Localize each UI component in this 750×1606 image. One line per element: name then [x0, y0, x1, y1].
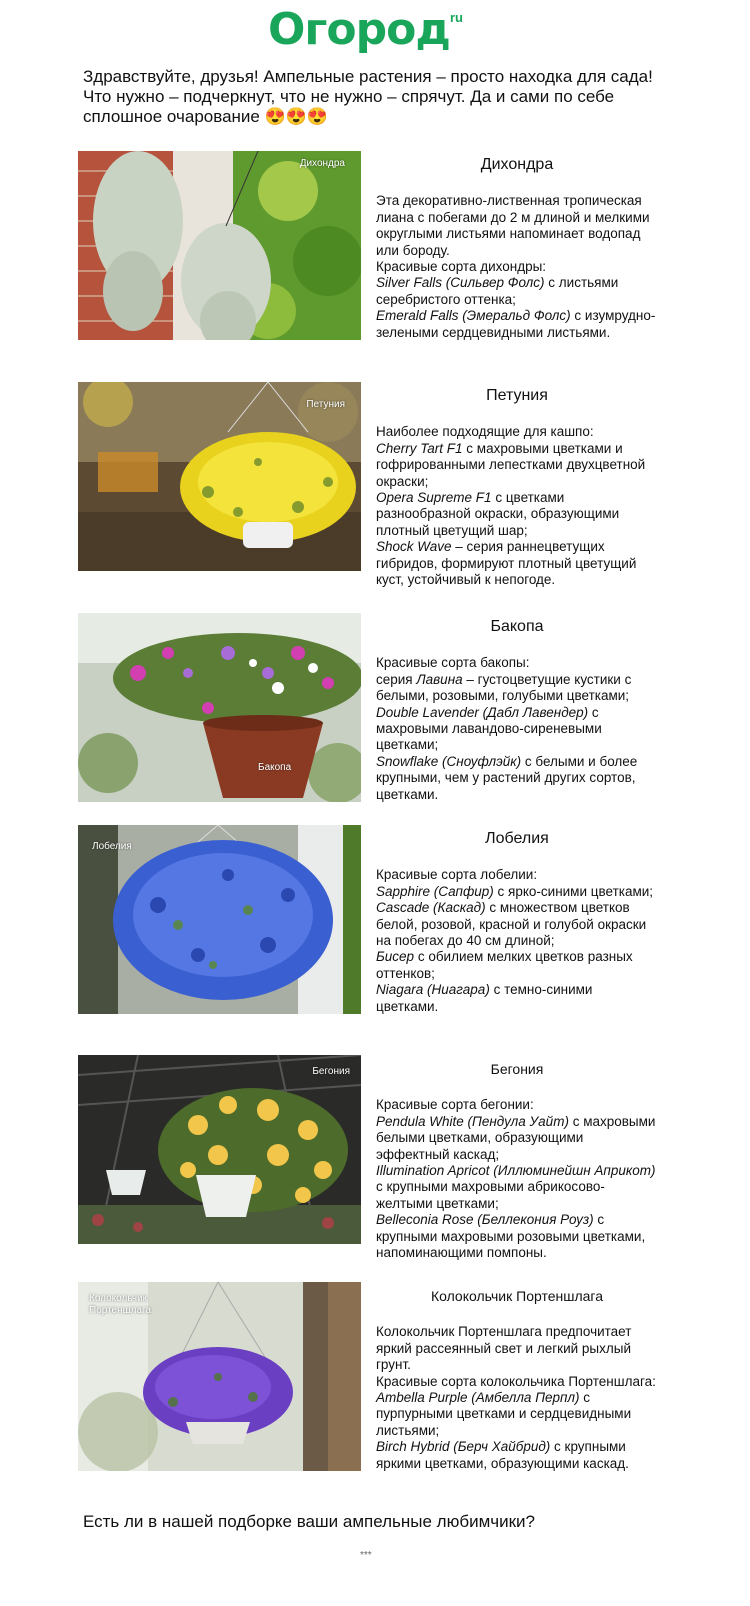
description-line: Красивые сорта бегонии:: [376, 1097, 534, 1113]
variety-item: [376, 1212, 658, 1261]
plant-description: [376, 382, 658, 588]
variety-item: [376, 949, 658, 982]
variety-item: [376, 1114, 658, 1163]
variety-desc: с махровыми белыми цветками, образующими эффектный каскад;: [376, 1113, 656, 1162]
photo-caption: Бегония: [312, 1066, 350, 1077]
campanula-photo[interactable]: [78, 1282, 361, 1471]
variety-desc: – серия раннецветущих гибридов, формируют плотный цветущий куст, устойчивый к непогоде.: [376, 539, 637, 588]
description-line: Эта декоративно-лиственная тропическая лиана с побегами до 2 м длиной и мелкими округлыми листьями напоминает водопад или бороду.: [376, 193, 650, 258]
variety-name: Snowflake (Сноуфлэйк): [376, 753, 522, 769]
variety-item: [376, 705, 658, 754]
variety-name: Лавина: [416, 671, 463, 687]
lobelia-photo[interactable]: [78, 825, 361, 1014]
plant-description: [376, 613, 658, 803]
description-line: Красивые сорта колокольчика Портеншлага:: [376, 1373, 656, 1389]
variety-name: Double Lavender (Дабл Лавендер): [376, 704, 589, 720]
variety-desc: с листьями серебристого оттенка;: [376, 275, 619, 307]
variety-name: Niagara (Ниагара): [376, 982, 490, 998]
variety-name: Silver Falls (Сильвер Фолс): [376, 275, 545, 291]
variety-desc: с множеством цветков белой, розовой, красной и голубой окраски на побегах до 40 см длиной;: [376, 900, 647, 949]
variety-item: [376, 982, 658, 1015]
plant-description: [376, 1055, 658, 1261]
ogorod-logo[interactable]: [268, 4, 468, 55]
variety-name: Ambella Purple (Амбелла Перпл): [376, 1390, 580, 1406]
plant-title: Лобелия: [485, 830, 549, 847]
variety-item: [376, 1439, 658, 1472]
variety-desc: с белыми и более крупными, чем у растений других сортов, цветками.: [376, 753, 638, 802]
variety-desc: с изумрудно-зелеными сердцевидными листьями.: [376, 308, 656, 340]
photo-caption: Дихондра: [299, 158, 345, 169]
variety-name: Бисер: [376, 949, 415, 965]
variety-desc: с обилием мелких цветков разных оттенков;: [376, 949, 633, 981]
photo-caption: Петуния: [306, 399, 345, 410]
variety-item: [376, 441, 658, 490]
photo-caption: Колокольчик Портеншлага: [89, 1293, 152, 1316]
plant-description: [376, 825, 658, 1015]
variety-prefix: серия: [376, 671, 417, 687]
variety-desc: с махровыми цветками и гофрированными лепестками двухцветной окраски;: [376, 440, 646, 489]
dichondra-photo[interactable]: [78, 151, 361, 340]
photo-caption: Лобелия: [92, 841, 132, 852]
variety-item: [376, 275, 658, 308]
variety-name: Shock Wave: [376, 539, 452, 555]
bacopa-photo[interactable]: [78, 613, 361, 802]
description-line: Красивые сорта дихондры:: [376, 259, 547, 275]
variety-desc: с темно-синими цветками.: [376, 982, 593, 1014]
variety-item: [376, 1390, 658, 1439]
variety-name: Belleconia Rose (Беллекония Роуз): [376, 1212, 594, 1228]
intro-text: Здравствуйте, друзья! Ампельные растения – просто находка для сада! Что нужно – подчеркнут, что не нужно – спрячут. Да и сами по себе сплошное очарование 😍😍😍: [83, 67, 653, 126]
plant-description: [376, 1282, 658, 1472]
variety-name: Cherry Tart F1: [376, 440, 463, 456]
variety-item: [376, 539, 658, 588]
variety-desc: с крупными махровыми абрикосово-желтыми цветками;: [376, 1179, 605, 1211]
begonia-photo[interactable]: [78, 1055, 361, 1244]
variety-desc: с ярко-синими цветками;: [493, 883, 654, 899]
section-separator: ***: [360, 1550, 372, 1561]
variety-desc: с махровыми лавандово-сиреневыми цветками;: [376, 704, 602, 753]
variety-desc: с пурпурными цветками и сердцевидными листьями;: [376, 1390, 632, 1438]
variety-item: [376, 900, 658, 949]
variety-name: Emerald Falls (Эмеральд Фолс): [376, 308, 571, 324]
variety-name: Cascade (Каскад): [376, 900, 486, 916]
outro-question: Есть ли в нашей подборке ваши ампельные любимчики?: [83, 1512, 536, 1531]
variety-name: Birch Hybrid (Берч Хайбрид): [376, 1439, 551, 1455]
variety-item: [376, 1163, 658, 1212]
plant-title: Бегония: [490, 1061, 544, 1077]
variety-item: [376, 884, 658, 900]
photo-caption: Бакопа: [258, 762, 292, 773]
variety-item: [376, 754, 658, 803]
variety-name: Opera Supreme F1: [376, 490, 492, 506]
variety-name: Sapphire (Сапфир): [376, 883, 494, 899]
variety-desc: с крупными яркими цветками, образующими каскад.: [376, 1439, 629, 1471]
variety-desc: с цветками разнообразной окраски, образующими плотный цветущий шар;: [376, 490, 620, 538]
plant-title: Петуния: [486, 387, 548, 404]
plant-title: Колокольчик Портеншлага: [430, 1288, 604, 1304]
variety-name: Pendula White (Пендула Уайт): [376, 1113, 569, 1129]
variety-item: [376, 490, 658, 539]
logo-suffix: ru: [450, 10, 463, 25]
variety-item: [376, 308, 658, 341]
description-line: Красивые сорта бакопы:: [376, 655, 530, 671]
description-line: Наиболее подходящие для кашпо:: [376, 424, 594, 440]
variety-desc: с крупными махровыми розовыми цветками, напоминающими помпоны.: [376, 1212, 646, 1261]
variety-item: [376, 672, 658, 705]
plant-description: [376, 151, 658, 341]
logo-text: Огород: [268, 4, 450, 55]
plant-title: Дихондра: [480, 156, 554, 173]
plant-title: Бакопа: [490, 618, 544, 635]
description-line: Колокольчик Портеншлага предпочитает яркий рассеянный свет и легкий рыхлый грунт.: [376, 1324, 632, 1373]
variety-name: Illumination Apricot (Иллюминейшн Априкот): [376, 1163, 656, 1179]
variety-desc: – густоцветущие кустики с белыми, розовыми, голубыми цветками;: [376, 671, 632, 704]
petunia-photo[interactable]: [78, 382, 361, 571]
description-line: Красивые сорта лобелии:: [376, 867, 538, 883]
